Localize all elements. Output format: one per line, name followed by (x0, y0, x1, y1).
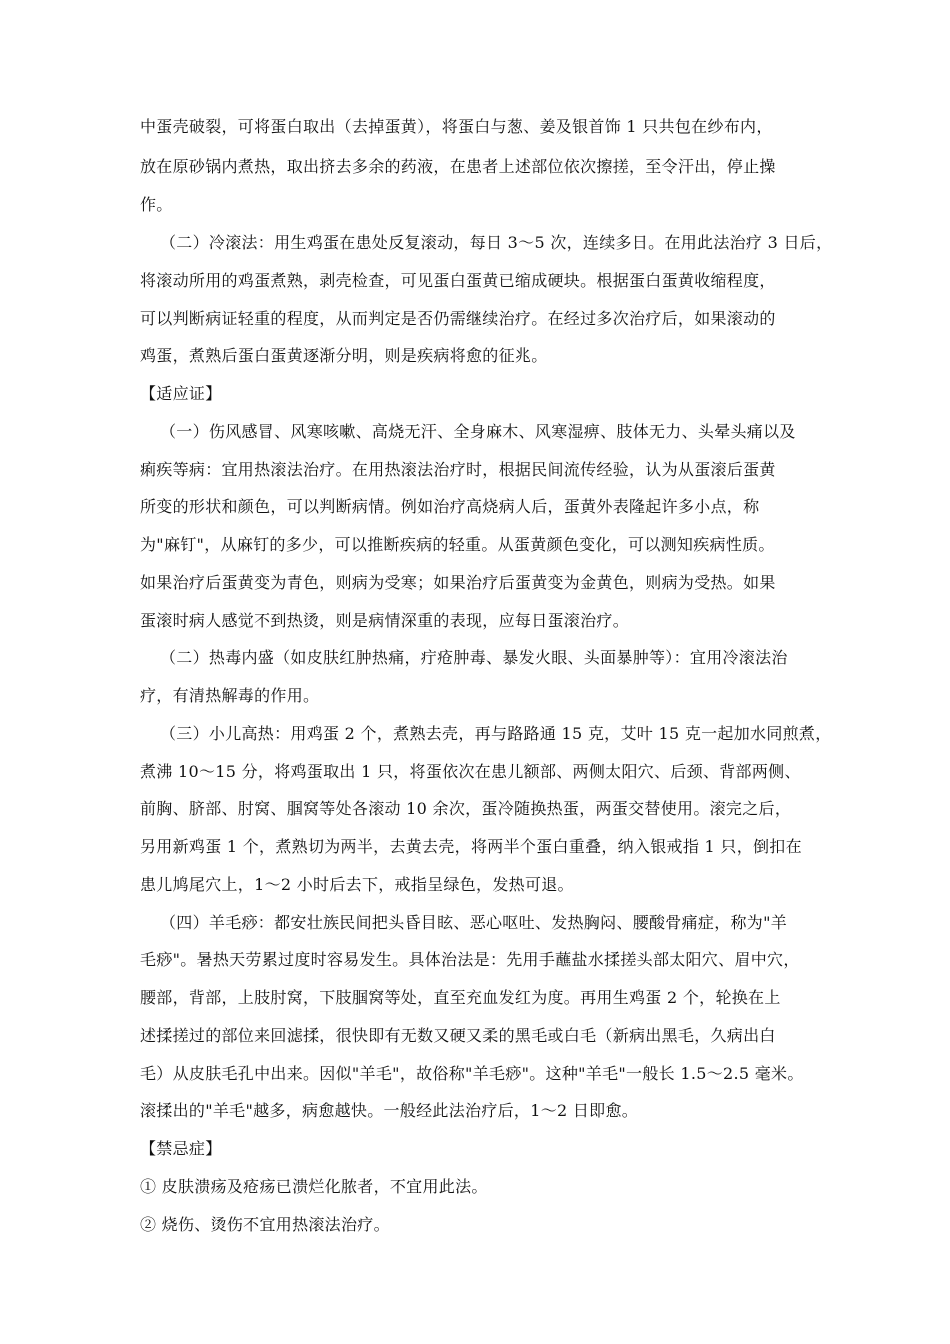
contraindication-item-1: ① 皮肤溃疡及疮疡已溃烂化脓者，不宜用此法。 (140, 1177, 488, 1196)
paragraph-indication-1: （一）伤风感冒、风寒咳嗽、高烧无汗、全身麻木、风寒湿痹、肢体无力、头晕头痛以及 (160, 422, 796, 441)
body-text-line: 所变的形状和颜色，可以判断病情。例如治疗高烧病人后，蛋黄外表隆起许多小点，称 (140, 497, 760, 516)
paragraph-indication-2: （二）热毒内盛（如皮肤红肿热痛，疔疮肿毒、暴发火眼、头面暴肿等）：宜用冷滚法治 (160, 648, 788, 667)
body-text-line: 另用新鸡蛋 1 个，煮熟切为两半，去黄去壳，将两半个蛋白重叠，纳入银戒指 1 只，倒扣在 (140, 837, 802, 856)
body-text-line: 作。 (140, 195, 173, 214)
body-text-line: 如果治疗后蛋黄变为青色，则病为受寒；如果治疗后蛋黄变为金黄色，则病为受热。如果 (140, 573, 776, 592)
paragraph-indication-4: （四）羊毛痧：都安壮族民间把头昏目眩、恶心呕吐、发热胸闷、腰酸骨痛症，称为"羊 (160, 913, 788, 932)
contraindication-item-2: ② 烧伤、烫伤不宜用热滚法治疗。 (140, 1215, 390, 1234)
section-heading-indications: 【适应证】 (140, 384, 222, 403)
body-text-line: 毛）从皮肤毛孔中出来。因似"羊毛"，故俗称"羊毛痧"。这种"羊毛"一般长 1.5～2.5 毫米。 (140, 1064, 804, 1083)
body-text-line: 前胸、脐部、肘窝、腘窝等处各滚动 10 余次，蛋冷随换热蛋，两蛋交替使用。滚完之后， (140, 799, 792, 818)
body-text-line: 述揉搓过的部位来回滤揉，很快即有无数又硬又柔的黑毛或白毛（新病出黑毛，久病出白 (140, 1026, 776, 1045)
section-heading-contraindications: 【禁忌症】 (140, 1139, 222, 1158)
body-text-line: 毛痧"。暑热天劳累过度时容易发生。具体治法是：先用手蘸盐水揉搓头部太阳穴、眉中穴， (140, 950, 800, 969)
body-text-line: 为"麻钉"，从麻钉的多少，可以推断疾病的轻重。从蛋黄颜色变化，可以测知疾病性质。 (140, 535, 775, 554)
body-text-line: 腰部，背部，上肢肘窝，下肢腘窝等处，直至充血发红为度。再用生鸡蛋 2 个，轮换在上 (140, 988, 781, 1007)
body-text-line: 中蛋壳破裂，可将蛋白取出（去掉蛋黄），将蛋白与葱、姜及银首饰 1 只共包在纱布内， (140, 117, 773, 136)
body-text-line: 鸡蛋，煮熟后蛋白蛋黄逐渐分明，则是疾病将愈的征兆。 (140, 346, 548, 365)
paragraph-cold-roll-method: （二）冷滚法：用生鸡蛋在患处反复滚动，每日 3～5 次，连续多日。在用此法治疗 3 日后， (160, 233, 833, 252)
body-text-line: 煮沸 10～15 分，将鸡蛋取出 1 只，将蛋依次在患儿额部、两侧太阳穴、后颈、背部两侧、 (140, 762, 801, 781)
body-text-line: 放在原砂锅内煮热，取出挤去多余的药液，在患者上述部位依次擦搓，至令汗出，停止操 (140, 157, 776, 176)
body-text-line: 痢疾等病：宜用热滚法治疗。在用热滚法治疗时，根据民间流传经验，认为从蛋滚后蛋黄 (140, 460, 776, 479)
paragraph-indication-3: （三）小儿高热：用鸡蛋 2 个，煮熟去壳，再与路路通 15 克，艾叶 15 克一起加水同煎煮， (160, 724, 832, 743)
body-text-line: 蛋滚时病人感觉不到热烫，则是病情深重的表现，应每日蛋滚治疗。 (140, 611, 630, 630)
body-text-line: 可以判断病证轻重的程度，从而判定是否仍需继续治疗。在经过多次治疗后，如果滚动的 (140, 309, 776, 328)
body-text-line: 滚揉出的"羊毛"越多，病愈越快。一般经此法治疗后，1～2 日即愈。 (140, 1101, 639, 1120)
body-text-line: 疗，有清热解毒的作用。 (140, 686, 320, 705)
body-text-line: 患儿鸠尾穴上，1～2 小时后去下，戒指呈绿色，发热可退。 (140, 875, 574, 894)
body-text-line: 将滚动所用的鸡蛋煮熟，剥壳检查，可见蛋白蛋黄已缩成硬块。根据蛋白蛋黄收缩程度， (140, 271, 776, 290)
